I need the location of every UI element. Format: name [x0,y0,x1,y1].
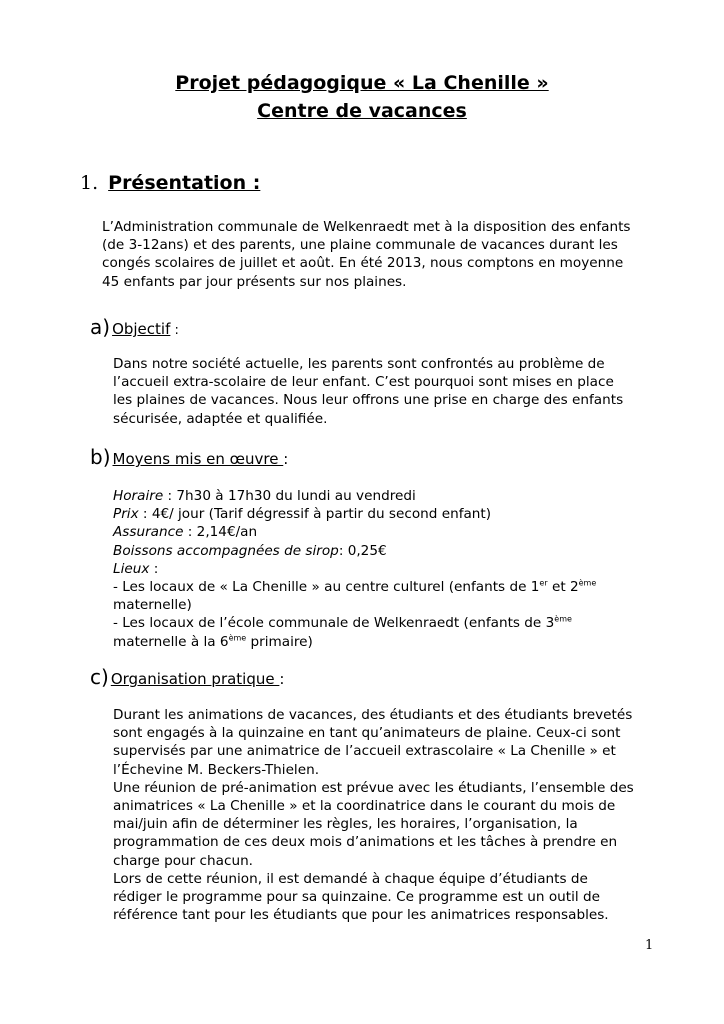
subheading-organisation [90,666,284,690]
boissons-line: Boissons accompagnées de sirop: 0,25€ [113,542,387,559]
intro-paragraph [102,218,662,291]
organisation-line: Une réunion de pré-animation est prévue avec les étudiants, l’ensemble des [113,779,634,796]
subheading-objectif [90,316,179,342]
organisation-line: sont engagés à la quinzaine en tant qu’animateurs de plaine. Ceux-ci sont [113,725,621,742]
objectif-paragraph [113,355,673,428]
subheading-letter: b) [90,445,111,469]
section-number: 1. [80,172,99,194]
organisation-line: animatrices « La Chenille » et la coordinatrice dans le courant du mois de [113,798,616,815]
lieu1-continued: maternelle) [113,597,192,614]
subheading-suffix: : [283,450,289,468]
subheading-moyens [90,446,288,470]
organisation-paragraph [113,706,673,924]
subheading-label: Moyens mis en œuvre [112,450,284,468]
organisation-line: rédiger le programme pour sa quinzaine. Ce programme est un outil de [113,889,600,906]
organisation-line: l’Échevine M. Beckers-Thielen. [113,761,320,778]
section-heading-presentation [80,170,260,196]
subheading-letter: a) [90,315,111,339]
page-number: 1 [645,938,654,953]
subheading-label: Organisation pratique [110,670,280,688]
intro-line: congés scolaires de juillet et août. En été 2013, nous comptons en moyenne [102,255,624,272]
lieu1-line: - Les locaux de « La Chenille » au centre culturel (enfants de 1er et 2ème [113,578,597,596]
organisation-line: programmation de ces deux mois d’animations et les tâches à prendre en [113,834,618,851]
lieu2-line: - Les locaux de l’école communale de Welkenraedt (enfants de 3ème [113,614,572,632]
subheading-suffix: : [279,670,285,688]
intro-line: L’Administration communale de Welkenraedt met à la disposition des enfants [102,219,631,235]
objectif-line: les plaines de vacances. Nous leur offrons une prise en charge des enfants [113,392,624,409]
subheading-letter: c) [90,665,109,689]
subheading-label: Objectif [112,320,171,338]
organisation-line: Lors de cette réunion, il est demandé à chaque équipe d’étudiants de [113,870,588,887]
moyens-list [113,487,673,651]
objectif-line: l’accueil extra-scolaire de leur enfant. C’est pourquoi sont mises en place [113,374,614,391]
document-subtitle: Centre de vacances [257,100,467,122]
document-title: Projet pédagogique « La Chenille » [175,72,549,94]
section-label: Présentation : [108,172,261,194]
intro-line: (de 3-12ans) et des parents, une plaine communale de vacances durant les [102,237,618,254]
horaire-line: Horaire : 7h30 à 17h30 du lundi au vendredi [113,488,416,504]
intro-line: 45 enfants par jour présents sur nos plaines. [102,273,407,290]
organisation-line: Durant les animations de vacances, des étudiants et des étudiants brevetés [113,707,633,723]
organisation-line: supervisés par une animatrice de l’accueil extrascolaire « La Chenille » et [113,743,616,760]
organisation-line: charge pour chacun. [113,852,253,869]
lieu2-continued: maternelle à la 6ème primaire) [113,633,313,650]
objectif-line: Dans notre société actuelle, les parents sont confrontés au problème de [113,356,605,372]
organisation-line: référence tant pour les étudiants que pour les animatrices responsables. [113,907,609,924]
objectif-line: sécurisée, adaptée et qualifiée. [113,410,328,427]
prix-line: Prix : 4€/ jour (Tarif dégressif à partir du second enfant) [113,506,492,523]
subheading-suffix: : [170,323,179,338]
lieux-line: Lieux : [113,560,159,577]
organisation-line: mai/juin afin de déterminer les règles, les horaires, l’organisation, la [113,816,578,833]
assurance-line: Assurance : 2,14€/an [113,524,258,541]
